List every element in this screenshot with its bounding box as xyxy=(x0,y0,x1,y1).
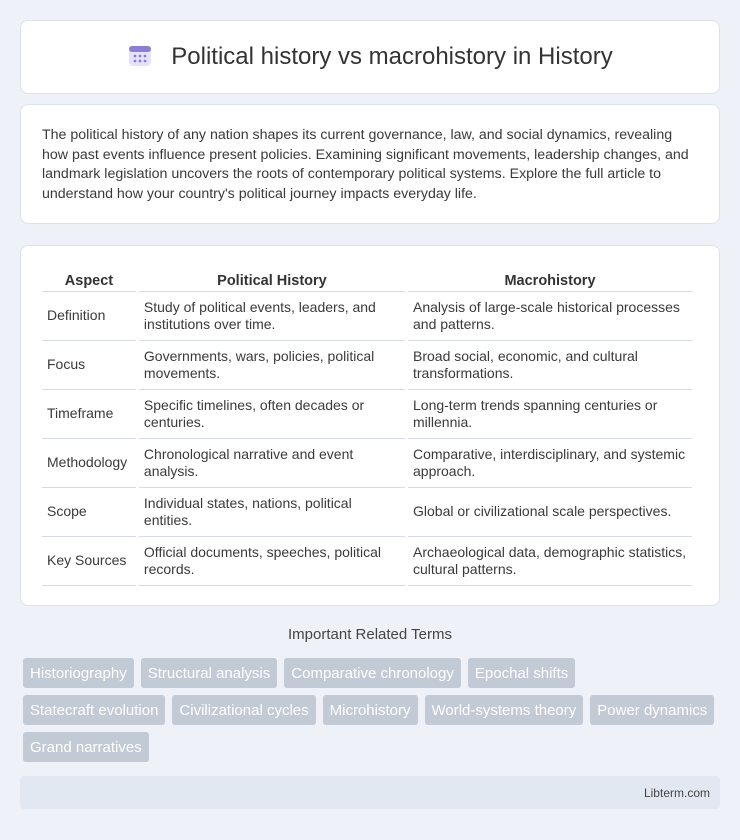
row-macrohistory: Global or civilizational scale perspectives. xyxy=(408,488,692,537)
row-macrohistory: Analysis of large-scale historical processes and patterns. xyxy=(408,292,692,341)
intro-card xyxy=(20,104,720,224)
tag-civilizational-cycles[interactable]: Civilizational cycles xyxy=(172,695,315,725)
row-political-history: Chronological narrative and event analysis. xyxy=(139,439,405,488)
row-political-history: Governments, wars, policies, political movements. xyxy=(139,341,405,390)
comparison-card xyxy=(20,245,720,606)
tag-epochal-shifts[interactable]: Epochal shifts xyxy=(468,658,575,688)
tag-world-systems-theory[interactable]: World-systems theory xyxy=(425,695,584,725)
tag-microhistory[interactable]: Microhistory xyxy=(323,695,418,725)
header-macrohistory: Macrohistory xyxy=(408,266,692,292)
footer xyxy=(20,776,720,809)
table-row xyxy=(42,390,692,439)
related-terms-list xyxy=(23,658,723,762)
tag-power-dynamics[interactable]: Power dynamics xyxy=(590,695,714,725)
header-card xyxy=(20,20,720,94)
page-title: Political history vs macrohistory in History xyxy=(171,43,613,70)
row-aspect: Scope xyxy=(42,488,136,537)
row-macrohistory: Archaeological data, demographic statistics, cultural patterns. xyxy=(408,537,692,586)
tag-structural-analysis[interactable]: Structural analysis xyxy=(141,658,278,688)
row-aspect: Key Sources xyxy=(42,537,136,586)
tag-statecraft-evolution[interactable]: Statecraft evolution xyxy=(23,695,165,725)
table-row xyxy=(42,439,692,488)
row-macrohistory: Comparative, interdisciplinary, and systemic approach. xyxy=(408,439,692,488)
comparison-table xyxy=(39,266,695,586)
tag-grand-narratives[interactable]: Grand narratives xyxy=(23,732,149,762)
tag-comparative-chronology[interactable]: Comparative chronology xyxy=(284,658,461,688)
table-row xyxy=(42,537,692,586)
row-aspect: Methodology xyxy=(42,439,136,488)
row-macrohistory: Long-term trends spanning centuries or millennia. xyxy=(408,390,692,439)
table-row xyxy=(42,292,692,341)
calendar-icon xyxy=(127,42,153,73)
footer-site-link[interactable]: Libterm.com xyxy=(643,785,710,800)
row-macrohistory: Broad social, economic, and cultural transformations. xyxy=(408,341,692,390)
row-aspect: Timeframe xyxy=(42,390,136,439)
row-political-history: Specific timelines, often decades or centuries. xyxy=(139,390,405,439)
intro-text: The political history of any nation shapes its current governance, law, and social dynamics, revealing how past events influence present policies. Examining significant movements, leadership changes, and landmark legislation uncovers the roots of contemporary political systems. Explore the full article to understand how your country's political journey impacts everyday life. xyxy=(42,127,689,202)
table-row xyxy=(42,341,692,390)
related-terms-heading: Important Related Terms xyxy=(288,626,452,643)
header-political-history: Political History xyxy=(139,266,405,292)
row-political-history: Study of political events, leaders, and institutions over time. xyxy=(139,292,405,341)
header-aspect: Aspect xyxy=(42,266,136,292)
row-aspect: Definition xyxy=(42,292,136,341)
table-row xyxy=(42,488,692,537)
row-political-history: Individual states, nations, political entities. xyxy=(139,488,405,537)
table-header-row xyxy=(42,266,692,292)
row-political-history: Official documents, speeches, political records. xyxy=(139,537,405,586)
tag-historiography[interactable]: Historiography xyxy=(23,658,134,688)
row-aspect: Focus xyxy=(42,341,136,390)
